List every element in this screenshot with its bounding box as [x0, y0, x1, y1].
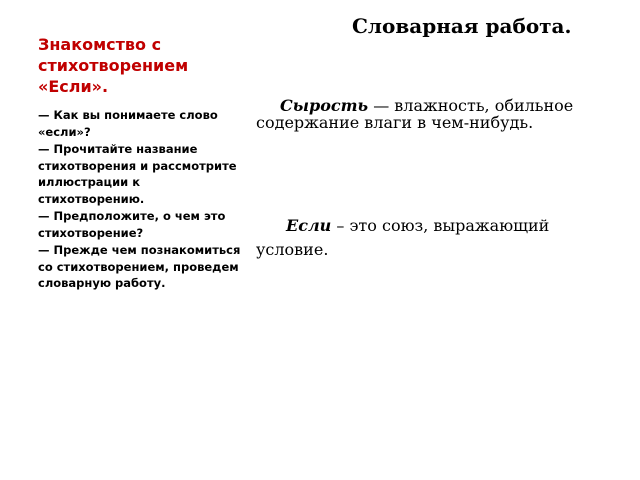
intro-section: [38, 34, 243, 293]
slide-title: Словарная работа.: [352, 14, 572, 38]
question-item: — Предположите, о чем это стихотворение?: [38, 209, 226, 240]
definition-term: Если: [286, 216, 332, 235]
definition-syrost: [256, 97, 601, 131]
intro-heading: Знакомство с стихотворением «Если».: [38, 35, 189, 96]
question-item: — Прежде чем познакомиться со стихотворением, проведем словарную работу.: [38, 243, 241, 290]
question-list: [38, 107, 243, 292]
question-item: — Прочитайте название стихотворения и рассмотрите иллюстрации к стихотворению.: [38, 142, 237, 206]
question-item: — Как вы понимаете слово «если»?: [38, 108, 218, 139]
definition-esli: [256, 214, 601, 262]
definition-text: – это союз, выражающий условие.: [256, 216, 550, 259]
definition-text: — влажность, обильное содержание влаги в чем-нибудь.: [256, 96, 574, 132]
definition-term: Сырость: [280, 96, 369, 115]
